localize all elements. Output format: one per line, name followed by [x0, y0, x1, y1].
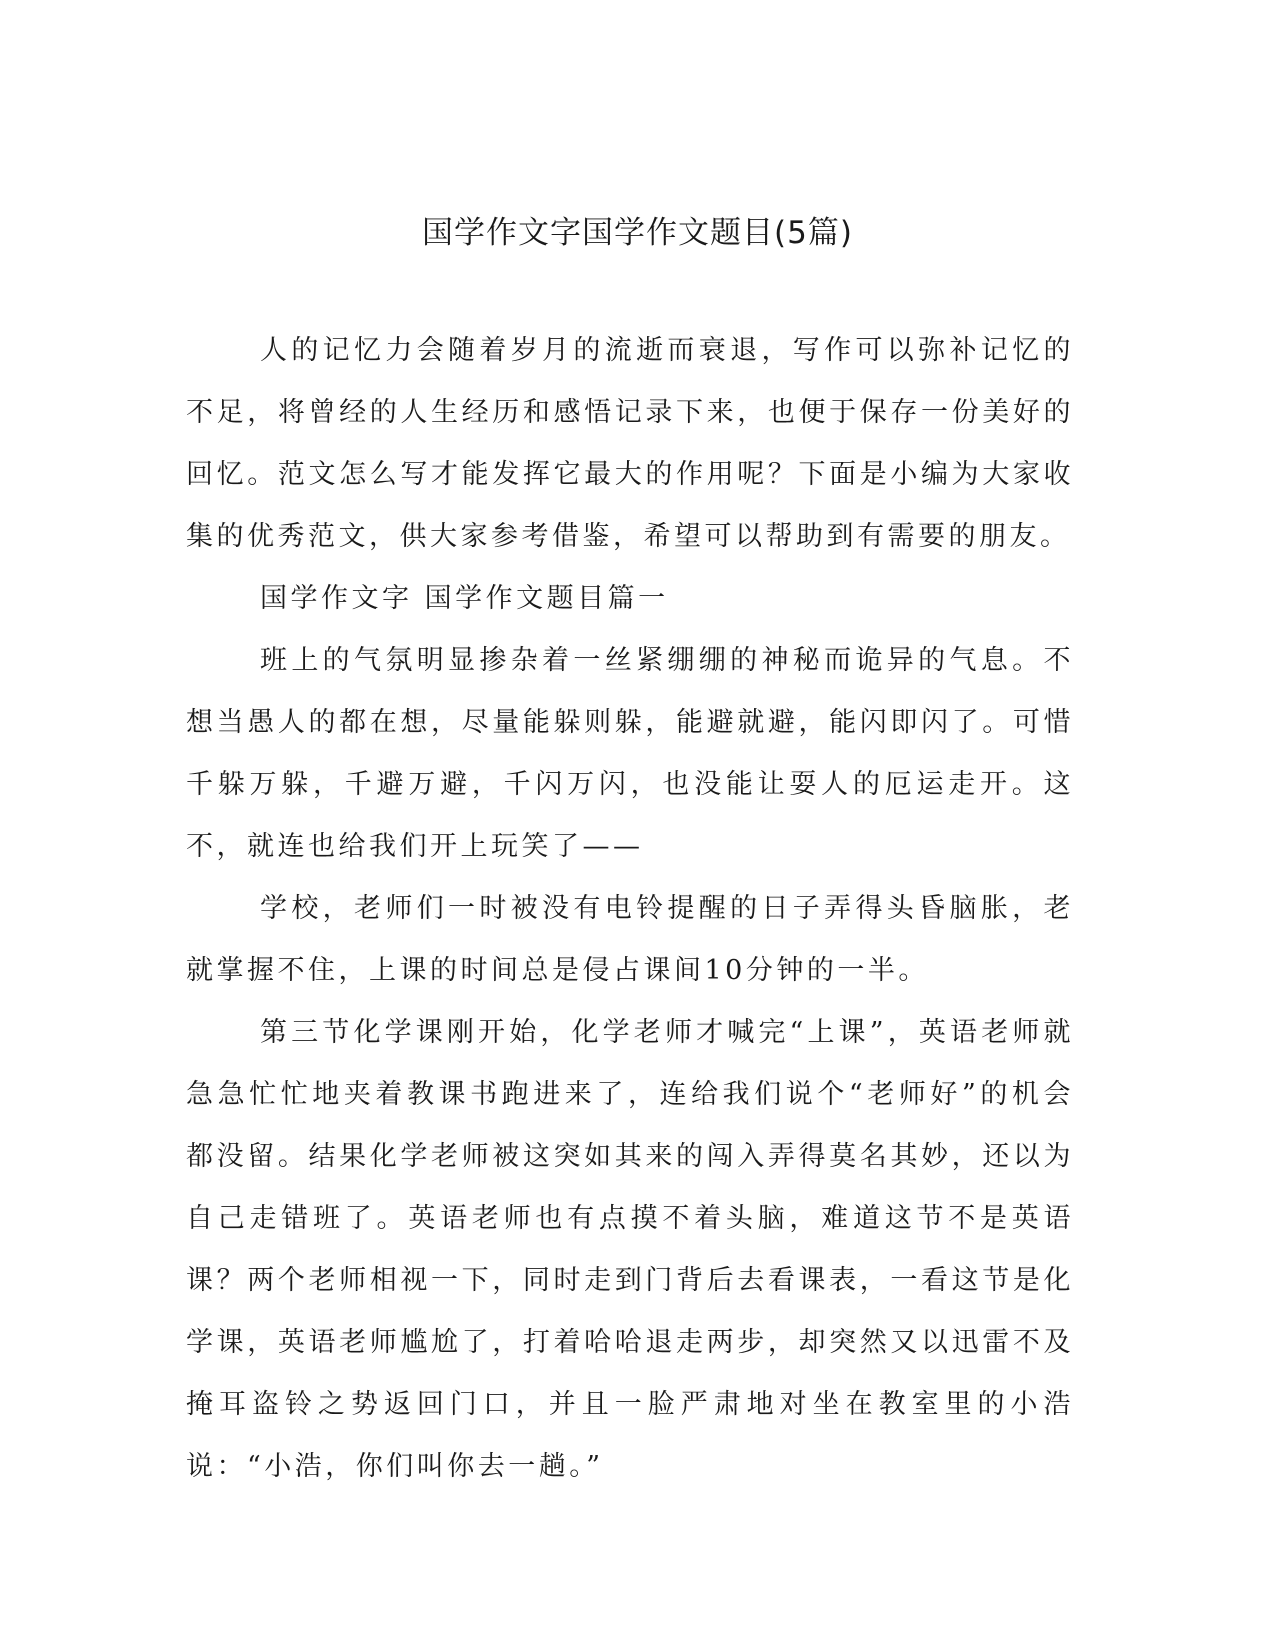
- document-body: [186, 320, 1074, 1498]
- paragraph: 班上的气氛明显掺杂着一丝紧绷绷的神秘而诡异的气息。不想当愚人的都在想，尽量能躲则躲，能避就避，能闪即闪了。可惜千躲万躲，千避万避，千闪万闪，也没能让耍人的厄运走开。这不，就连也给我们开上玩笑了——: [186, 645, 1074, 862]
- paragraph-intro: 人的记忆力会随着岁月的流逝而衰退，写作可以弥补记忆的不足，将曾经的人生经历和感悟记录下来，也便于保存一份美好的回忆。范文怎么写才能发挥它最大的作用呢？下面是小编为大家收集的优秀范文，供大家参考借鉴，希望可以帮助到有需要的朋友。: [186, 335, 1074, 552]
- paragraph: 学校，老师们一时被没有电铃提醒的日子弄得头昏脑胀，老就掌握不住，上课的时间总是侵占课间10分钟的一半。: [186, 893, 1074, 986]
- paragraph: 第三节化学课刚开始，化学老师才喊完“上课”，英语老师就急急忙忙地夹着教课书跑进来了，连给我们说个“老师好”的机会都没留。结果化学老师被这突如其来的闯入弄得莫名其妙，还以为自己走错班了。英语老师也有点摸不着头脑，难道这节不是英语课？两个老师相视一下，同时走到门背后去看课表，一看这节是化学课，英语老师尴尬了，打着哈哈退走两步，却突然又以迅雷不及掩耳盗铃之势返回门口，并且一脸严肃地对坐在教室里的小浩说：“小浩，你们叫你去一趟。”: [186, 1017, 1074, 1482]
- section-heading-1: 国学作文字 国学作文题目篇一: [260, 583, 669, 614]
- document-title: 国学作文字国学作文题目(5篇): [422, 215, 853, 251]
